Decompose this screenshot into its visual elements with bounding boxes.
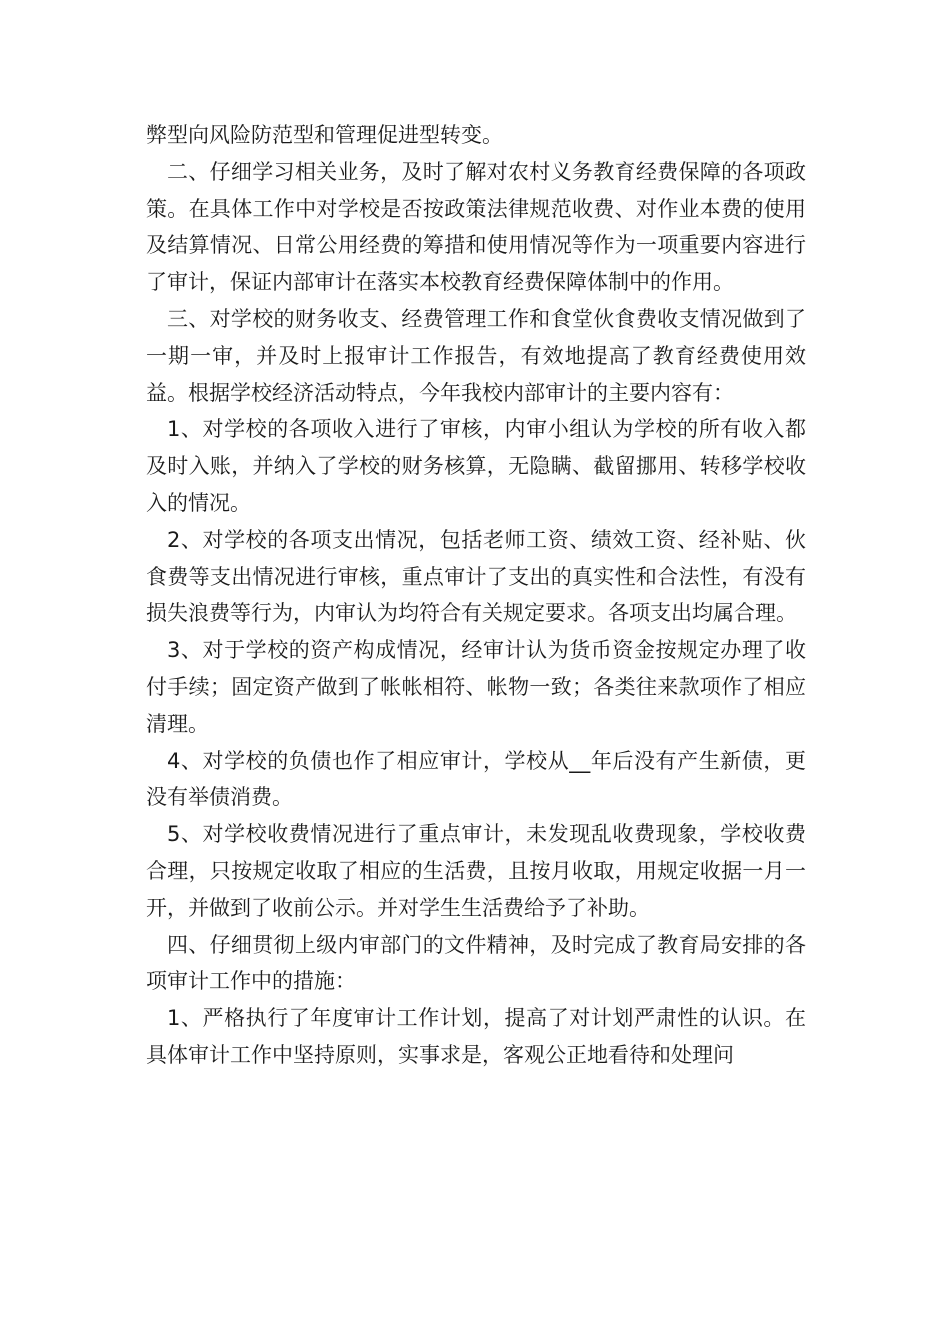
paragraph-section-four: 四、仔细贯彻上级内审部门的文件精神，及时完成了教育局安排的各项审计工作中的措施：	[146, 932, 806, 994]
paragraph-item-assets: 3、对于学校的资产构成情况，经审计认为货币资金按规定办理了收付手续；固定资产做到了帐帐相符、帐物一致；各类往来款项作了相应清理。	[146, 638, 806, 736]
paragraph-item-liabilities: 4、对学校的负债也作了相应审计，学校从__年后没有产生新债，更没有举债消费。	[146, 748, 806, 810]
paragraph-item-income: 1、对学校的各项收入进行了审核，内审小组认为学校的所有收入都及时入账，并纳入了学校的财务核算，无隐瞒、截留挪用、转移学校收入的情况。	[146, 417, 806, 515]
paragraph-item-plan: 1、严格执行了年度审计工作计划，提高了对计划严肃性的认识。在具体审计工作中坚持原则，实事求是，客观公正地看待和处理问	[146, 1006, 806, 1067]
paragraph-item-expenditure: 2、对学校的各项支出情况，包括老师工资、绩效工资、经补贴、伙食费等支出情况进行审核，重点审计了支出的真实性和合法性，有没有损失浪费等行为，内审认为均符合有关规定要求。各项支出均属合理。	[146, 527, 806, 626]
paragraph-continuation: 弊型向风险防范型和管理促进型转变。	[146, 123, 503, 147]
paragraph-item-fees: 5、对学校收费情况进行了重点审计，未发现乱收费现象，学校收费合理，只按规定收取了相应的生活费，且按月收取，用规定收据一月一开，并做到了收前公示。并对学生生活费给予了补助。	[146, 822, 806, 920]
paragraph-section-three: 三、对学校的财务收支、经费管理工作和食堂伙食费收支情况做到了一期一审，并及时上报审计工作报告，有效地提高了教育经费使用效益。根据学校经济活动特点，今年我校内部审计的主要内容有：	[146, 306, 806, 405]
document-body	[146, 117, 806, 1074]
paragraph-section-two: 二、仔细学习相关业务，及时了解对农村义务教育经费保障的各项政策。在具体工作中对学校是否按政策法律规范收费、对作业本费的使用及结算情况、日常公用经费的筹措和使用情况等作为一项重要内容进行了审计，保证内部审计在落实本校教育经费保障体制中的作用。	[146, 159, 806, 295]
